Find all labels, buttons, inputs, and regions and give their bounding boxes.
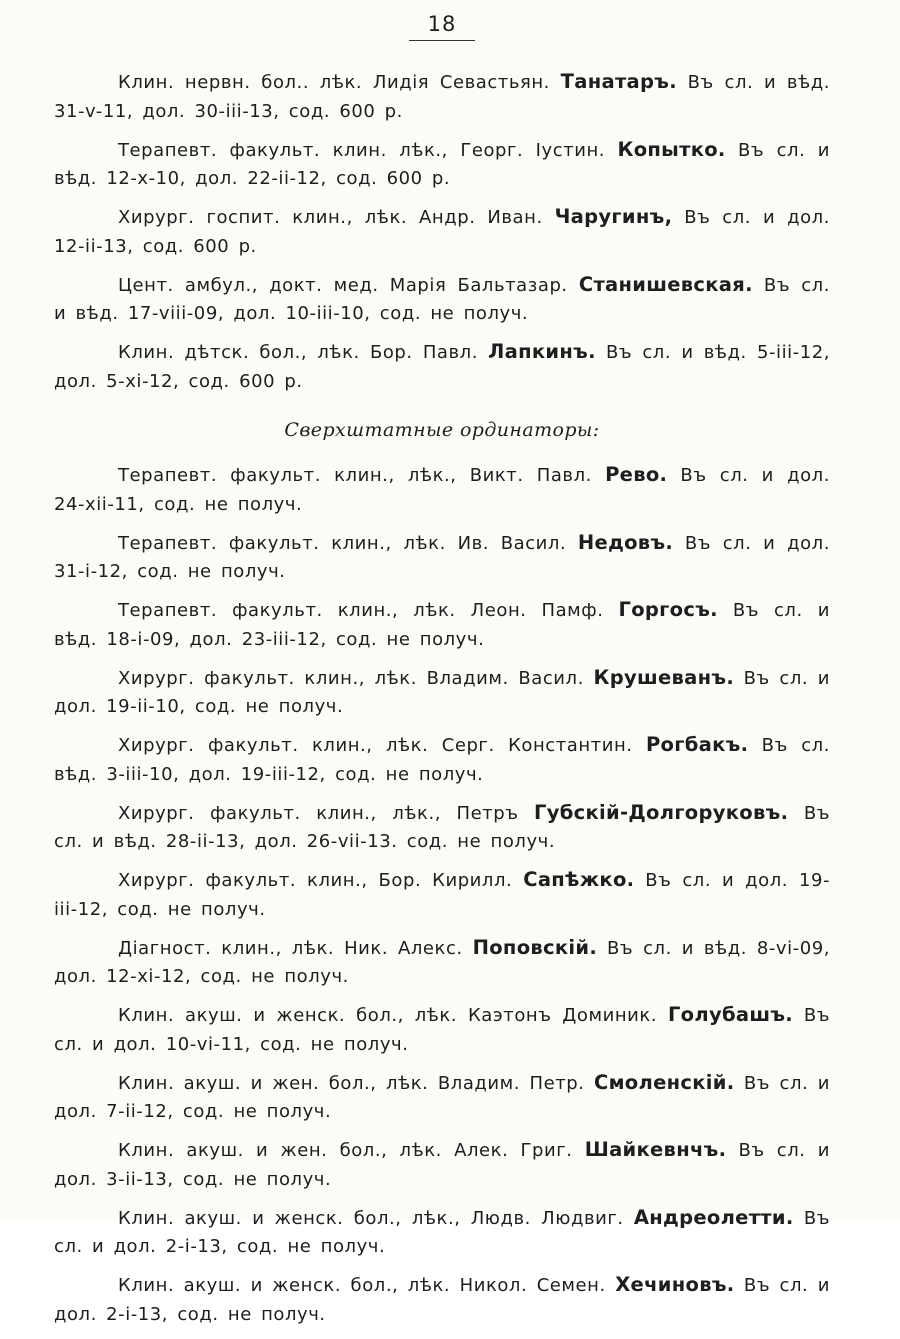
entry-description: Клин. акуш. и женск. бол., лѣк., Людв. Людвиг.: [118, 1207, 634, 1229]
entry: [54, 1136, 830, 1194]
entry-description: Клин. дѣтск. бол., лѣк. Бор. Павл.: [118, 342, 489, 363]
entry-service-details: Въ сл. и дол. 2-i-13, сод. не получ.: [54, 1275, 830, 1325]
entry: [54, 68, 830, 126]
entry: [54, 271, 830, 329]
entry: [54, 799, 830, 857]
entry-service-details: Въ сл. и вѣд. 12-x-10, дол. 22-ii-12, сод. 600 р.: [54, 139, 830, 189]
page-number: 18: [427, 12, 457, 36]
entry-surname: Голубашъ.: [667, 1003, 793, 1026]
entry-surname: Станишевская.: [578, 272, 753, 296]
entry: [54, 338, 830, 396]
entry-description: Клин. акуш. и женск. бол., лѣк. Каэтонъ Доминик.: [118, 1005, 668, 1026]
entry: [54, 203, 830, 261]
entry: [54, 1001, 830, 1059]
entry-surname: Танатаръ.: [560, 70, 677, 93]
entry-surname: Копытко.: [617, 137, 726, 161]
entry-service-details: Въ сл. и вѣд. 5-iii-12, дол. 5-xi-12, сод. 600 р.: [54, 342, 831, 392]
entry-description: Клин. акуш. и жен. бол., лѣк. Владим. Петр.: [118, 1072, 594, 1094]
entry: [54, 866, 830, 924]
entries-supernumerary: [54, 461, 830, 1329]
entry-description: Діагност. клин., лѣк. Ник. Алекс.: [118, 937, 473, 959]
entry: [54, 136, 830, 194]
entry: [54, 1204, 830, 1262]
entry-surname: Хечиновъ.: [615, 1273, 735, 1296]
entry-description: Клин. нервн. бол.. лѣк. Лидія Севастьян.: [118, 72, 561, 93]
entry-service-details: Въ сл. и вѣд. 17-viii-09, дол. 10-iii-10, сод. не получ.: [54, 274, 830, 324]
entry-surname: Шайкевнчъ.: [584, 1138, 727, 1161]
entry: [54, 529, 830, 587]
entry-surname: Рево.: [605, 463, 668, 486]
entry-description: Хирург. госпит. клин., лѣк. Андр. Иван.: [118, 207, 555, 228]
entry-description: Клин. акуш. и жен. бол., лѣк. Алек. Григ.: [118, 1140, 585, 1161]
entry-surname: Поповскій.: [472, 935, 598, 959]
entry-service-details: Въ сл. и дол. 31-i-12, сод. не получ.: [54, 532, 830, 582]
entry: [54, 731, 830, 789]
entry-surname: Андреолетти.: [633, 1205, 794, 1229]
entries-list: [54, 68, 830, 1339]
entry-service-details: Въ сл. и дол. 2-i-13, сод. не получ.: [54, 1207, 830, 1257]
entry: [54, 1069, 830, 1127]
entry-description: Терапевт. факульт. клин. лѣк., Георг. Іустин.: [118, 139, 618, 161]
entry-service-details: Въ сл. и вѣд. 28-ii-13, дол. 26-vii-13. сод. не получ.: [54, 802, 830, 852]
page-number-rule: [409, 40, 475, 41]
entry-service-details: Въ сл. и дол. 7-ii-12, сод. не получ.: [54, 1072, 830, 1122]
entry-description: Хирург. факульт. клин., лѣк. Серг. Константин.: [118, 735, 646, 756]
entry-service-details: Въ сл. и дол. 19-iii-12, сод. не получ.: [54, 870, 830, 920]
entry: [54, 461, 830, 519]
entry-service-details: Въ сл. и дол. 10-vi-11, сод. не получ.: [54, 1005, 830, 1055]
entry: [54, 664, 830, 722]
entry-description: Хирург. факульт. клин., лѣк., Петръ: [118, 802, 534, 824]
entry-description: Терапевт. факульт. клин., лѣк. Леон. Памф.: [118, 600, 619, 621]
entry-description: Хирург. факульт. клин., лѣк. Владим. Васил.: [118, 667, 594, 689]
entry-surname: Чаругинъ,: [554, 205, 673, 228]
entry-description: Цент. амбул., докт. мед. Марія Бальтазар.: [118, 274, 579, 296]
entry-description: Терапевт. факульт. клин., лѣк. Ив. Васил.: [118, 532, 578, 554]
entry-surname: Сапѣжко.: [523, 868, 635, 891]
entry-service-details: Въ сл. и дол. 19-ii-10, сод. не получ.: [54, 667, 830, 717]
entry: [54, 596, 830, 654]
section-heading: Сверхштатные ординаторы:: [284, 419, 600, 441]
entry-surname: Крушеванъ.: [593, 665, 735, 689]
entry-service-details: Въ сл. вѣд. 3-iii-10, дол. 19-iii-12, сод. не получ.: [54, 735, 830, 785]
entry-service-details: Въ сл. и дол. 24-xii-11, сод. не получ.: [54, 465, 830, 515]
entry-description: Терапевт. факульт. клин., лѣк., Викт. Павл.: [118, 465, 606, 486]
entry: [54, 934, 830, 992]
entry-description: Клин. акуш. и женск. бол., лѣк. Никол. Семен.: [118, 1275, 616, 1296]
entry-surname: Недовъ.: [577, 530, 674, 554]
entry-service-details: Въ сл. и вѣд. 31-v-11, дол. 30-iii-13, сод. 600 р.: [54, 72, 830, 122]
entry-surname: Губскій-Долгоруковъ.: [533, 800, 789, 824]
entry-service-details: Въ сл. и дол. 12-ii-13, сод. 600 р.: [54, 207, 830, 257]
entry: [54, 1271, 830, 1329]
entry-service-details: Въ сл. и вѣд. 8-vi-09, дол. 12-xi-12, сод. не получ.: [54, 937, 830, 987]
entries-staff: [54, 68, 830, 396]
entry-service-details: Въ сл. и вѣд. 18-i-09, дол. 23-iii-12, сод. не получ.: [54, 600, 830, 650]
entry-surname: Лапкинъ.: [488, 340, 596, 363]
entry-surname: Смоленскій.: [593, 1070, 735, 1094]
entry-surname: Рогбакъ.: [645, 733, 749, 756]
entry-description: Хирург. факульт. клин., Бор. Кирилл.: [118, 870, 524, 891]
entry-surname: Горгосъ.: [618, 598, 718, 621]
entry-service-details: Въ сл. и дол. 3-ii-13, сод. не получ.: [54, 1140, 830, 1190]
